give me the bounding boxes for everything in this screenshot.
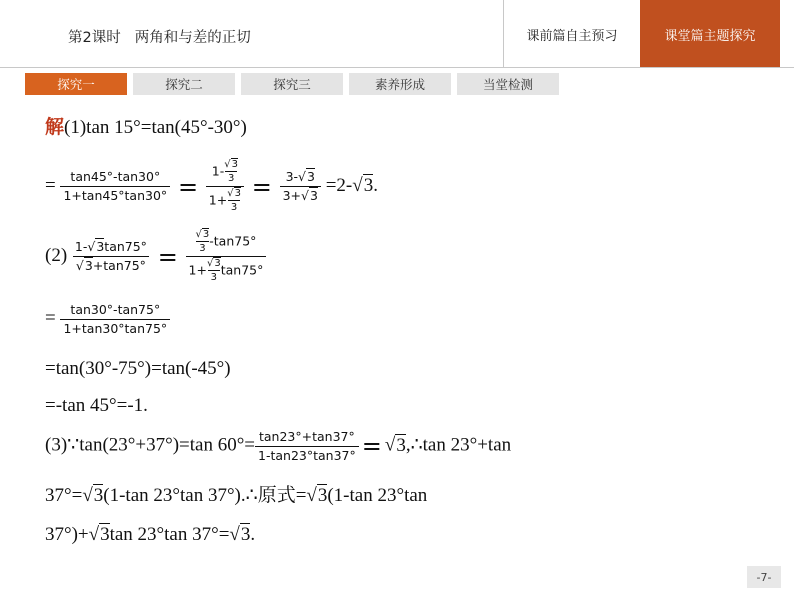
tab-preview[interactable]: 课前篇自主预习 — [526, 28, 618, 44]
math-text: tan75° — [220, 262, 264, 278]
sqrt: √3 — [224, 159, 238, 170]
fraction — [206, 160, 244, 213]
solution-line-2: = $\frac{\tan 45^\circ-\tan 30^\circ}{1+\tan 45^\circ\tan 30^\circ}$ = 1- $\frac{√3}{3}$ 1+ $\frac{√3}{3}$ = $\frac{3-√3}{3+√3}$ =2-√3. — [45, 159, 378, 213]
solution-line-8: 37°=√3(1-tan 23°tan 37°).∴原式=√3(1-tan 23°tan — [45, 485, 428, 506]
sqrt: √3 — [227, 188, 241, 199]
radicand: 3 — [100, 524, 110, 545]
fraction — [255, 430, 359, 463]
sqrt: √3 — [206, 258, 221, 269]
math-text: -tan75° — [209, 233, 257, 249]
sub-tab-explore-1[interactable]: 探究一 — [25, 73, 127, 95]
header-bar — [0, 0, 794, 68]
math-text: 3+ — [282, 188, 302, 203]
math-text: tan75° — [104, 239, 147, 255]
math-text: (1-tan 23°tan — [327, 485, 428, 506]
fraction-numerator: tan23°+tan37° — [259, 429, 355, 444]
radicand: 3 — [317, 485, 328, 506]
lesson-topic: 两角和与差的正切 — [134, 30, 251, 46]
fraction-denominator: 1+tan30°tan75° — [60, 319, 170, 336]
fraction-numerator — [209, 160, 241, 186]
fraction-numerator: tan45°-tan30° — [70, 169, 161, 185]
solution-line-9: 37°)+√3tan 23°tan 37°=√3. — [45, 524, 256, 545]
math-text: (1-tan 23°tan 37°).∴原式= — [103, 485, 307, 506]
small-fraction — [224, 160, 238, 184]
math-text: ,∴tan 23°+tan — [405, 434, 512, 456]
math-text: 1- — [211, 163, 225, 179]
math-text: =2- — [325, 174, 353, 196]
radicand: 3 — [214, 258, 221, 269]
radicand: 3 — [310, 188, 318, 203]
fraction-denominator: 1+tan45°tan30° — [60, 186, 170, 203]
part-label: (2) — [45, 244, 68, 266]
radicand: 3 — [202, 229, 210, 240]
solution-line-3 — [45, 230, 266, 283]
fraction-denominator — [206, 186, 244, 213]
equals-sign: = — [244, 434, 256, 456]
solution-line-4 — [45, 303, 170, 336]
math-text: 1+ — [188, 262, 207, 278]
solution-label: 解 — [45, 116, 65, 138]
equals-sign: = — [361, 432, 382, 461]
fraction-denominator: 1-tan23°tan37° — [255, 446, 359, 463]
fraction-denominator: √3+tan75° — [73, 256, 149, 273]
math-text: (3)∵tan(23°+37°)=tan 60° — [45, 434, 245, 456]
sqrt: √3 — [195, 229, 210, 240]
fraction — [60, 170, 170, 203]
small-denominator: 3 — [228, 200, 240, 214]
fraction — [72, 240, 150, 273]
equals-sign: = — [45, 307, 56, 329]
radicand: 3 — [96, 239, 105, 255]
radicand: 3 — [396, 434, 406, 456]
page-number: -7- — [747, 566, 781, 588]
math-text: 3- — [285, 169, 299, 185]
lesson-number: 第2课时 — [68, 30, 121, 46]
tab-explore[interactable]: 课堂篇主题探究 — [640, 0, 780, 68]
math-text: 1- — [74, 239, 88, 255]
small-fraction — [207, 259, 221, 283]
math-text: tan 23°tan 37°= — [109, 524, 230, 545]
sub-tab-literacy[interactable]: 素养形成 — [349, 73, 451, 95]
small-denominator: 3 — [196, 241, 208, 255]
equals-sign: = — [157, 242, 178, 271]
math-text: 37°)+ — [45, 524, 89, 545]
radicand: 3 — [363, 174, 374, 196]
radicand: 3 — [234, 188, 241, 199]
math-text: 37°= — [45, 485, 83, 506]
solution-line-6: =-tan 45°=-1. — [45, 395, 148, 416]
fraction — [186, 230, 267, 283]
fraction — [280, 170, 321, 203]
math-text: . — [250, 524, 256, 545]
radicand: 3 — [231, 159, 238, 170]
p1-line1-text: (1)tan 15°=tan(45°-30°) — [64, 117, 247, 138]
equals-sign: = — [251, 172, 272, 201]
small-denominator: 3 — [208, 270, 220, 284]
small-fraction — [227, 189, 241, 213]
sub-tab-check[interactable]: 当堂检测 — [457, 73, 559, 95]
small-denominator: 3 — [225, 171, 237, 185]
header-divider-line — [0, 67, 794, 68]
sub-tab-explore-3[interactable]: 探究三 — [241, 73, 343, 95]
solution-line-1 — [45, 118, 247, 137]
radicand: 3 — [240, 524, 251, 545]
radicand: 3 — [307, 169, 315, 185]
equals-sign: = — [45, 174, 56, 196]
sub-tab-explore-2[interactable]: 探究二 — [133, 73, 235, 95]
equals-sign: = — [177, 172, 199, 201]
fraction-denominator: 3+√3 — [280, 186, 321, 203]
fraction-numerator — [193, 230, 260, 256]
math-text: . — [373, 174, 378, 196]
fraction-denominator — [186, 256, 267, 283]
fraction-numerator: tan30°-tan75° — [70, 302, 161, 317]
radicand: 3 — [93, 485, 104, 506]
solution-line-5: =tan(30°-75°)=tan(-45°) — [45, 358, 231, 379]
radicand: 3 — [84, 258, 93, 273]
small-fraction — [196, 230, 210, 254]
fraction — [60, 303, 170, 336]
lesson-title — [68, 26, 251, 47]
math-text: 1+ — [208, 192, 228, 208]
math-text: +tan75° — [92, 258, 146, 273]
solution-line-7: (3)∵tan(23°+37°)=tan 60°= $\frac{\tan 23^\circ+\tan 37^\circ}{1-\tan 23^\circ\tan 37^\circ}$ = √3,∴tan 23°+tan — [45, 429, 512, 463]
fraction-numerator: 3-√3 — [285, 169, 315, 185]
fraction-numerator: 1-√3tan75° — [74, 239, 147, 255]
